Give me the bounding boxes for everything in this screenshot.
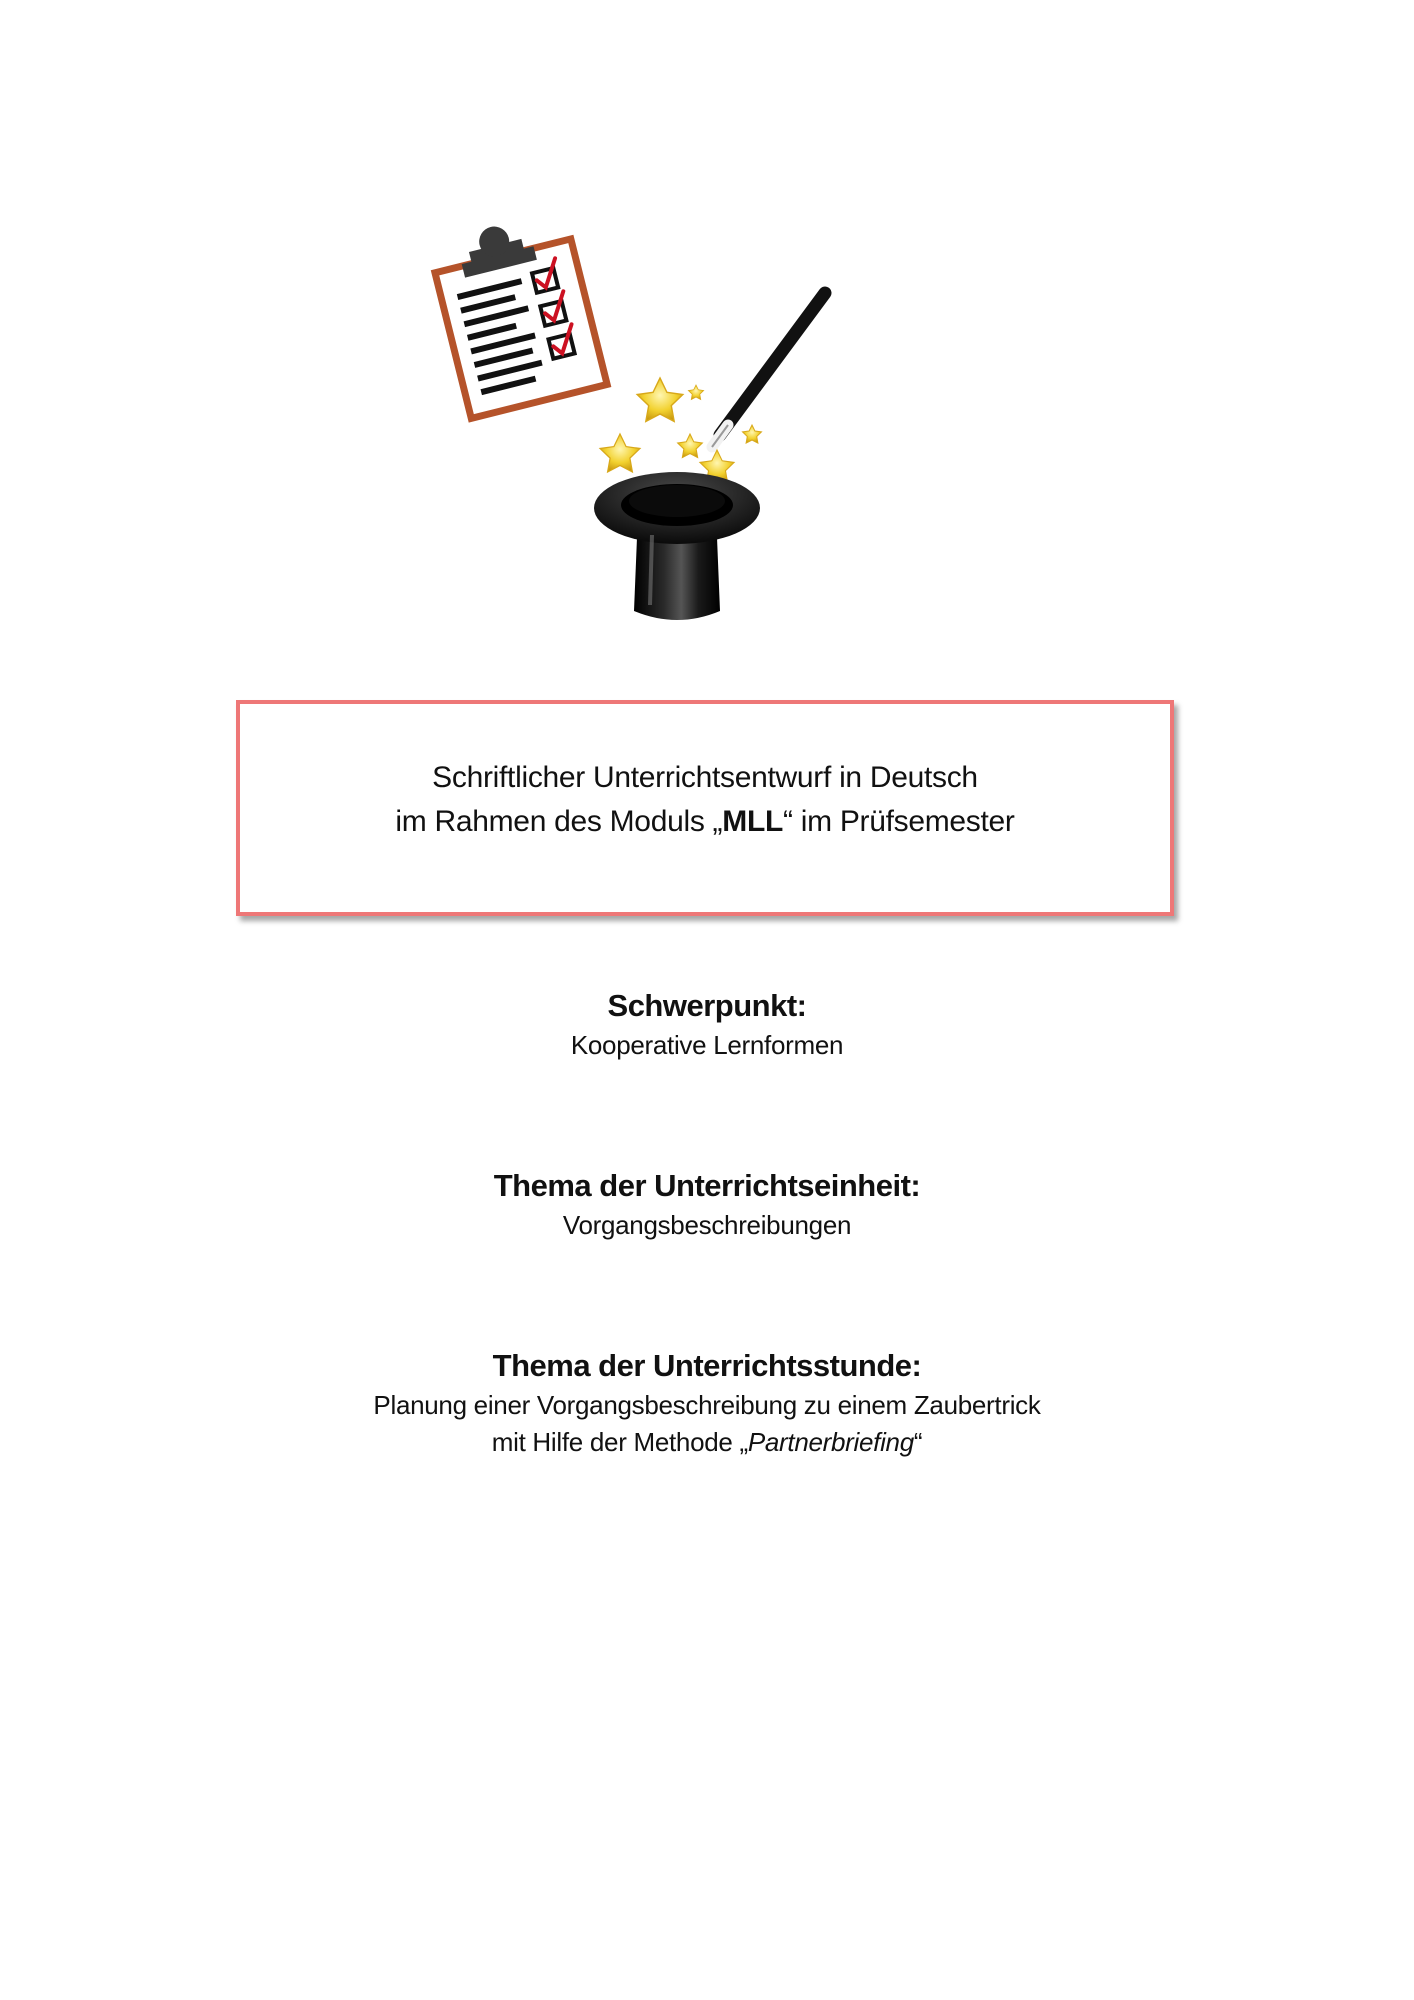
title-line-2 [240, 800, 1170, 844]
lesson-heading: Thema der Unterrichtsstunde: [492, 1348, 922, 1383]
lesson-text-line-2 [0, 1424, 1414, 1461]
title-box [236, 700, 1174, 916]
title-line-2-prefix: im Rahmen des Moduls „ [395, 805, 723, 838]
title-line-2-suffix: “ im Prüfsemester [783, 805, 1015, 838]
method-name: Partnerbriefing [747, 1427, 914, 1457]
title-line-1: Schriftlicher Unterrichtsentwurf in Deutsch [432, 761, 978, 794]
unit-section [0, 1165, 1414, 1244]
module-name: MLL [722, 805, 783, 838]
focus-text: Kooperative Lernformen [570, 1030, 844, 1060]
lesson-section [0, 1345, 1414, 1461]
lesson-text-line-2-prefix: mit Hilfe der Methode „ [491, 1427, 748, 1457]
lesson-text-line-1: Planung einer Vorgangsbeschreibung zu einem Zaubertrick [373, 1390, 1041, 1420]
focus-section [0, 985, 1414, 1064]
unit-heading: Thema der Unterrichtseinheit: [493, 1168, 921, 1203]
title-text [240, 756, 1170, 844]
cover-illustration [430, 225, 860, 645]
top-hat-icon [594, 472, 760, 620]
stars-icon [600, 378, 761, 483]
unit-text: Vorgangsbeschreibungen [562, 1210, 852, 1240]
lesson-text-line-2-suffix: “ [913, 1427, 923, 1457]
focus-heading: Schwerpunkt: [607, 988, 807, 1023]
clipboard-checklist-icon [430, 225, 607, 418]
magic-wand-icon [712, 293, 825, 447]
